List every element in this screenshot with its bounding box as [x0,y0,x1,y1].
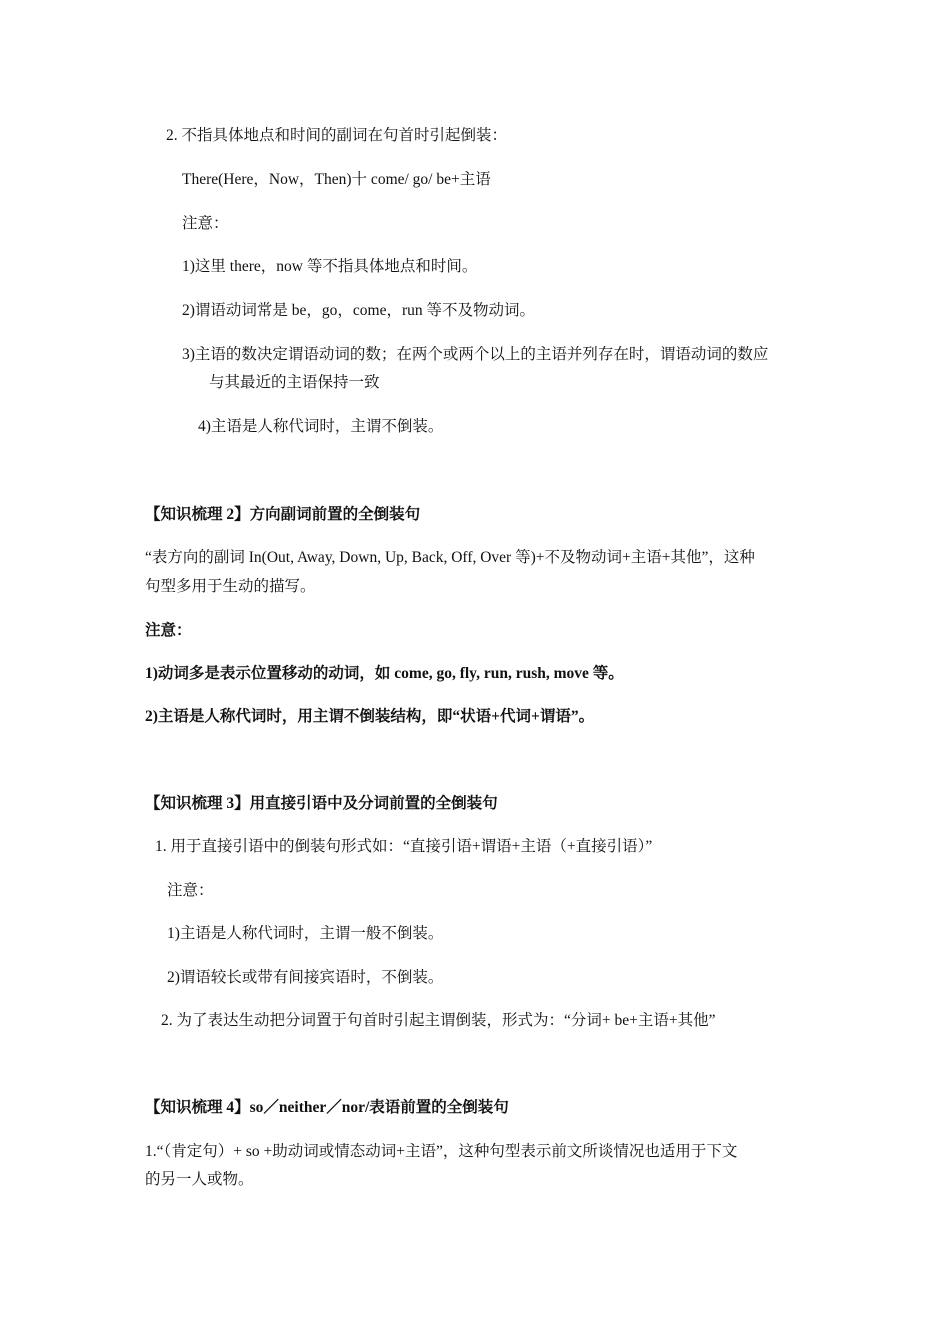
paragraph-line-2: 句型多用于生动的描写。 [145,578,316,595]
note-item-3-line-2: 与其最近的主语保持一致 [209,374,380,391]
section-heading-2: 【知识梳理 2】方向副词前置的全倒装句 [145,506,421,523]
note-item-2: 2)谓语动词常是 be，go，come，run 等不及物动词。 [182,302,536,319]
note-item-1: 1)这里 there，now 等不指具体地点和时间。 [182,258,478,275]
note-item-1: 1)动词多是表示位置移动的动词，如 come, go, fly, run, rush, move 等。 [145,665,624,682]
note-label: 注意： [145,622,192,639]
note-item-4: 4)主语是人称代词时，主谓不倒装。 [198,418,444,435]
section-heading-3: 【知识梳理 3】用直接引语中及分词前置的全倒装句 [145,795,498,812]
list-item-2: 2. 不指具体地点和时间的副词在句首时引起倒装： [166,127,508,144]
note-label: 注意： [182,215,229,232]
formula-line: There(Here，Now，Then)十 come/ go/ be+主语 [182,171,491,188]
list-item-2: 2. 为了表达生动把分词置于句首时引起主谓倒装，形式为：“分词+ be+主语+其他” [161,1012,716,1029]
note-item-1: 1)主语是人称代词时，主谓一般不倒装。 [167,925,444,942]
note-item-2: 2)谓语较长或带有间接宾语时，不倒装。 [167,969,444,986]
paragraph-line-1: 1.“（肯定句）+ so +助动词或情态动词+主语”，这种句型表示前文所谈情况也适用于下文 [145,1143,738,1160]
list-item-1: 1. 用于直接引语中的倒装句形式如：“直接引语+谓语+主语（+直接引语）” [155,838,653,855]
paragraph-line-1: “表方向的副词 In(Out, Away, Down, Up, Back, Off, Over 等)+不及物动词+主语+其他”，这种 [145,549,755,566]
note-item-3-line-1: 3)主语的数决定谓语动词的数；在两个或两个以上的主语并列存在时，谓语动词的数应 [182,346,769,363]
note-item-2: 2)主语是人称代词时，用主谓不倒装结构，即“状语+代词+谓语”。 [145,708,595,725]
paragraph-line-2: 的另一人或物。 [145,1171,254,1188]
section-heading-4: 【知识梳理 4】so／neither／nor/表语前置的全倒装句 [145,1099,509,1116]
note-label: 注意： [167,882,214,899]
